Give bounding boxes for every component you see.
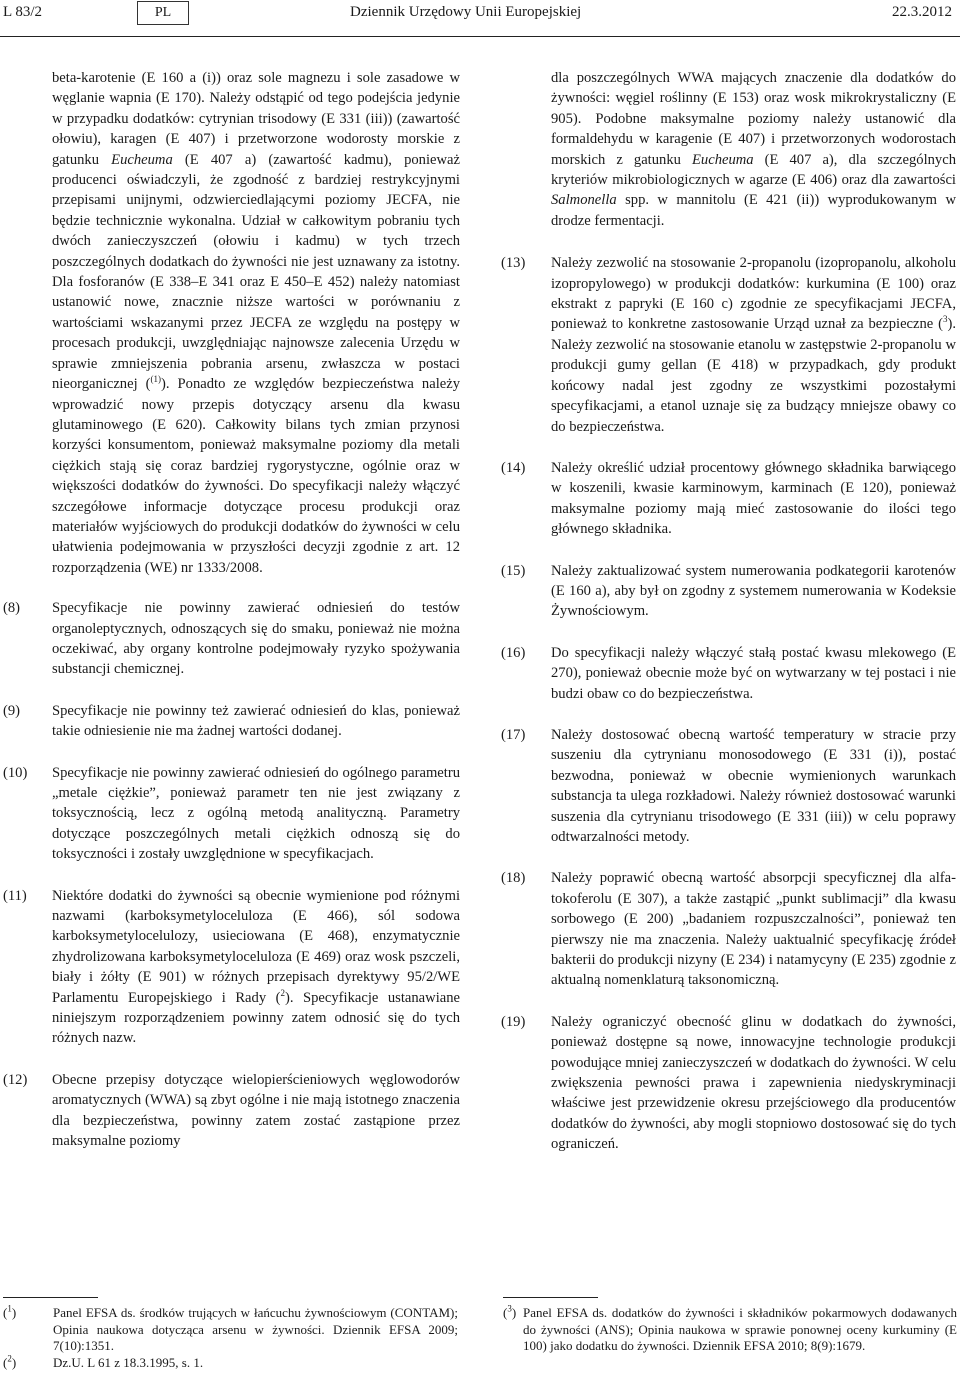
recital-14	[501, 458, 956, 540]
recital-8	[3, 598, 460, 680]
footnote-ref[interactable]: 3	[942, 314, 948, 325]
recital-9	[3, 701, 460, 742]
continuation-paragraph: dla poszczególnych WWA mających znaczenie dla dodatków do żywności: węgiel roślinny (E 153) oraz wosk mikrokrystaliczny (E 905). Podobne maksymalne poziomy należy ustanowić dla formaldehydu w karagenie (E 407) i przetworzonych wodorostach morskich z gatunku Eucheuma (E 407 a), dla szczególnych kryteriów mikrobiologicznych w agarze (E 406) oraz dla zawartości Salmonella spp. w mannitolu (E 421 (ii)) wyprodukowanym w drodze fermentacji.	[551, 70, 956, 229]
recital-text: Specyfikacje nie powinny też zawierać odniesień do klas, ponieważ takie odniesienie nie ma żadnej wartości dodanej.	[52, 702, 460, 740]
intro-paragraph: beta-karotenie (E 160 a (i)) oraz sole magnezu i sole zasadowe w węglanie wapnia (E 170). Należy odstąpić od tego podejścia jedynie w przypadku dodatków: cytrynian trisodowy (E 331 (iii)) (zawartość ołowiu), karagen (E 407) i przetworzone wodorosty morskie z gatunku Eucheuma (E 407 a) (zawartość kadmu), ponieważ producenci oświadczyli, że zgodność z bardziej restrykcyjnymi przepisami unijnymi, odzwierciedlającymi poziomy JECFA, nie będzie technicznie wykonalna. Udział w całkowitym pobraniu tych dwóch zanieczyszczeń (ołowiu i kadmu) w tych trzech poszczególnych dodatkach do żywności nie jest uznawany za istotny. Dla fosforanów (E 338–E 341 oraz E 450–E 452) należy natomiast ustanowić nowe, znacznie niższe wartości w porównaniu z wartościami wskazanymi przez JECFA ze względu na postępy w procesach produkcji, uwzględniając najnowsze zalecenia Urzędu w sprawie zmniejszenia pobrania arsenu, zwłaszcza w postaci nieorganicznej ($^{(1)}$). Ponadto ze względów bezpieczeństwa należy wprowadzić nowy przepis dotyczący arsenu dla kwasu glutaminowego (E 620). Całkowity bilans tych zmian przynosi korzyści konsumentom, ponieważ maksymalne poziomy dla metali ciężkich stają się coraz bardziej rygorystyczne, ogólnie oraz w większości dodatków do żywności. Do specyfikacji należy włączyć szczegółowe informacje dotyczące procesu produkcji oraz materiałów wyjściowych do produkcji dodatków do żywności w celu ułatwienia podejmowania w przyszłości decyzji zgodnie z art. 12 rozporządzenia (WE) nr 1333/2008.	[52, 70, 460, 576]
journal-title: Dziennik Urzędowy Unii Europejskiej	[350, 4, 582, 20]
recital-text: Należy zaktualizować system numerowania podkategorii karotenów (E 160 a), aby był on zgodny z systemem numerowania w Kodeksie Żywnościowym.	[551, 562, 956, 620]
footnote-rule	[503, 1297, 598, 1298]
recital-16	[501, 643, 956, 704]
footnote: ($^2$) Dz.U. L 61 z 18.3.1995, s. 1.	[3, 1353, 204, 1370]
footnotes-right	[503, 1297, 957, 1355]
recital-number: (10)	[3, 764, 28, 781]
footnote-number: 1	[7, 1303, 12, 1314]
recital-15	[501, 561, 956, 622]
recital-number: (17)	[501, 726, 526, 743]
recital-text: Obecne przepisy dotyczące wielopierścieniowych węglowodorów aromatycznych (WWA) są zbyt ogólne i nie mają istotnego znaczenia dla bezpieczeństwa, powinny zatem zostać zastąpione przez maksymalne poziomy	[52, 1071, 460, 1150]
recital-number: (15)	[501, 562, 526, 579]
publication-date: 22.3.2012	[892, 4, 952, 20]
footnote-text: Dz.U. L 61 z 18.3.1995, s. 1.	[53, 1354, 204, 1370]
page-header	[0, 0, 960, 40]
recital-12	[3, 1070, 460, 1152]
language-badge: PL	[137, 1, 189, 25]
footnote-number: 2	[7, 1353, 12, 1364]
recital-text: Do specyfikacji należy włączyć stałą postać kwasu mlekowego (E 270), ponieważ obecnie może być on wytwarzany w tej postaci i nie budzi obaw co do bezpieczeństwa.	[551, 644, 956, 702]
recital-11	[3, 886, 461, 1049]
header-rule	[0, 36, 960, 37]
recital-number: (16)	[501, 644, 526, 661]
footnote: ($^1$) Panel EFSA ds. środków trujących w łańcuchu żywnościowym (CONTAM); Opinia naukowa dotycząca arsenu w żywności. Dziennik EFSA 2009; 7(10):1351.	[3, 1303, 458, 1353]
recital-number: (8)	[3, 600, 21, 617]
recital-text: Należy poprawić obecną wartość absorpcji specyficznej dla alfa-tokoferolu (E 307), a także zastąpić „punkt sublimacji” dla kwasu sorbowego (E 200) „badaniem rozpuszczalności”, ponieważ ten pierwszy nie ma znaczenia. Należy uaktualnić specyfikację źródeł bakterii do produkcji nizyny (E 234) i natamycyny (E 235) zgodnie z aktualną nomenklaturą taksonomiczną.	[551, 870, 956, 989]
right-column	[501, 68, 956, 1155]
recital-number: (13)	[501, 255, 526, 272]
recital-18	[501, 868, 956, 990]
recital-10	[3, 763, 460, 865]
recital-number: (19)	[501, 1013, 526, 1030]
recital-13	[501, 253, 956, 437]
recital-number: (11)	[3, 887, 27, 904]
left-column	[3, 68, 461, 1152]
footnote-text: Panel EFSA ds. dodatków do żywności i składników pokarmowych dodawanych do żywności (ANS); Opinia naukowa w sprawie ponownej oceny kurkuminy (E 100) jako dodatku do żywności. Dziennik EFSA 2010; 8(9):1679.	[523, 1305, 957, 1353]
recital-number: (18)	[501, 870, 526, 887]
footnotes-left	[3, 1297, 458, 1371]
recital-17	[501, 725, 956, 847]
recital-number: (14)	[501, 459, 526, 476]
footnote-ref[interactable]: 2	[280, 987, 285, 998]
footnote: ($^3$) Panel EFSA ds. dodatków do żywności i składników pokarmowych dodawanych do żywności (ANS); Opinia naukowa w sprawie ponownej oceny kurkuminy (E 100) jako dodatku do żywności. Dziennik EFSA 2010; 8(9):1679.	[503, 1303, 957, 1353]
footnote-rule	[3, 1297, 98, 1298]
journal-reference: L 83/2	[3, 4, 43, 20]
recital-text: Należy określić udział procentowy głównego składnika barwiącego w koszenili, kwasie karminowym, karminach (E 120), ponieważ maksymalne poziomy mają mieć zastosowanie do ilości tego głównego składnika.	[551, 459, 956, 538]
recital-text: Należy zezwolić na stosowanie 2-propanolu (izopropanolu, alkoholu izopropylowego) w produkcji dodatków: kurkumina (E 100) oraz ekstrakt z papryki (E 160 c) zgodnie ze specyfikacjami JECFA, ponieważ to konkretne zastosowanie Urząd uznał za bezpieczne ($^3$). Należy zezwolić na stosowanie etanolu w zastępstwie 2-propanolu w produkcji gumy gellan (E 418) w przypadkach, gdy produkt końcowy nadal jest zgodny ze wszystkimi pozostałymi specyfikacjami, a etanol uznaje się za budzący mniejsze obawy co do bezpieczeństwa.	[551, 255, 956, 435]
footnote-text: Panel EFSA ds. środków trujących w łańcuchu żywnościowym (CONTAM); Opinia naukowa dotycząca arsenu w żywności. Dziennik EFSA 2009; 7(10):1351.	[53, 1305, 458, 1353]
recital-text: Niektóre dodatki do żywności są obecnie wymienione pod różnymi nazwami (karboksymetyloceluloza (E 466), sól sodowa karboksymetylocelulozy, usieciowana (E 468), enzymatycznie zhydrolizowana karboksymetyloceluloza (E 469) oraz wosk pszczeli, biały i żółty (E 901) w różnych przepisach dyrektywy 95/2/WE Parlamentu Europejskiego i Rady ($^2$). Specyfikacje ustanawiane niniejszym rozporządzeniem powinny zatem odnosić się do tych różnych nazw.	[52, 887, 461, 1047]
recital-text: Specyfikacje nie powinny zawierać odniesień do ogólnego parametru „metale ciężkie”, ponieważ parametr ten nie jest związany z toksycznością, lecz z ogólną metodą analityczną. Parametry dotyczące poszczególnych metali ciężkich odnoszą się do toksyczności i zostały uwzględnione w specyfikacjach.	[52, 764, 460, 863]
recital-number: (12)	[3, 1071, 28, 1088]
recital-19	[501, 1012, 956, 1155]
footnote-number: 3	[507, 1303, 512, 1314]
recital-text: Specyfikacje nie powinny zawierać odniesień do testów organoleptycznych, odnoszących się do smaku, ponieważ nie można oczekiwać, aby organy kontrolne podejmowały ryzyko spożywania substancji chemicznej.	[52, 600, 460, 678]
recital-number: (9)	[3, 702, 21, 719]
recital-text: Należy dostosować obecną wartość temperatury w stracie przy suszeniu dla cytrynianu monosodowego (E 331 (i)), postać bezwodna, ponieważ w obecnie wymienionych warunkach substancja ta ulega rozkładowi. Należy również dostosować warunki suszenia dla cytrynianu trisodowego (E 331 (iii)) w celu poprawy odtwarzalności metody.	[551, 726, 956, 845]
recital-text: Należy ograniczyć obecność glinu w dodatkach do żywności, ponieważ dostępne są nowe, innowacyjne technologie produkcji powodujące mniej zanieczyszczeń w dodatkach do żywności. W celu zwiększenia pewności prawa i zapewnienia niedyskryminacji właściwe jest przewidzenie okresu przejściowego dla producentów dodatków do żywności, aby mogli stopniowo dostosować się do tych ograniczeń.	[551, 1013, 956, 1153]
